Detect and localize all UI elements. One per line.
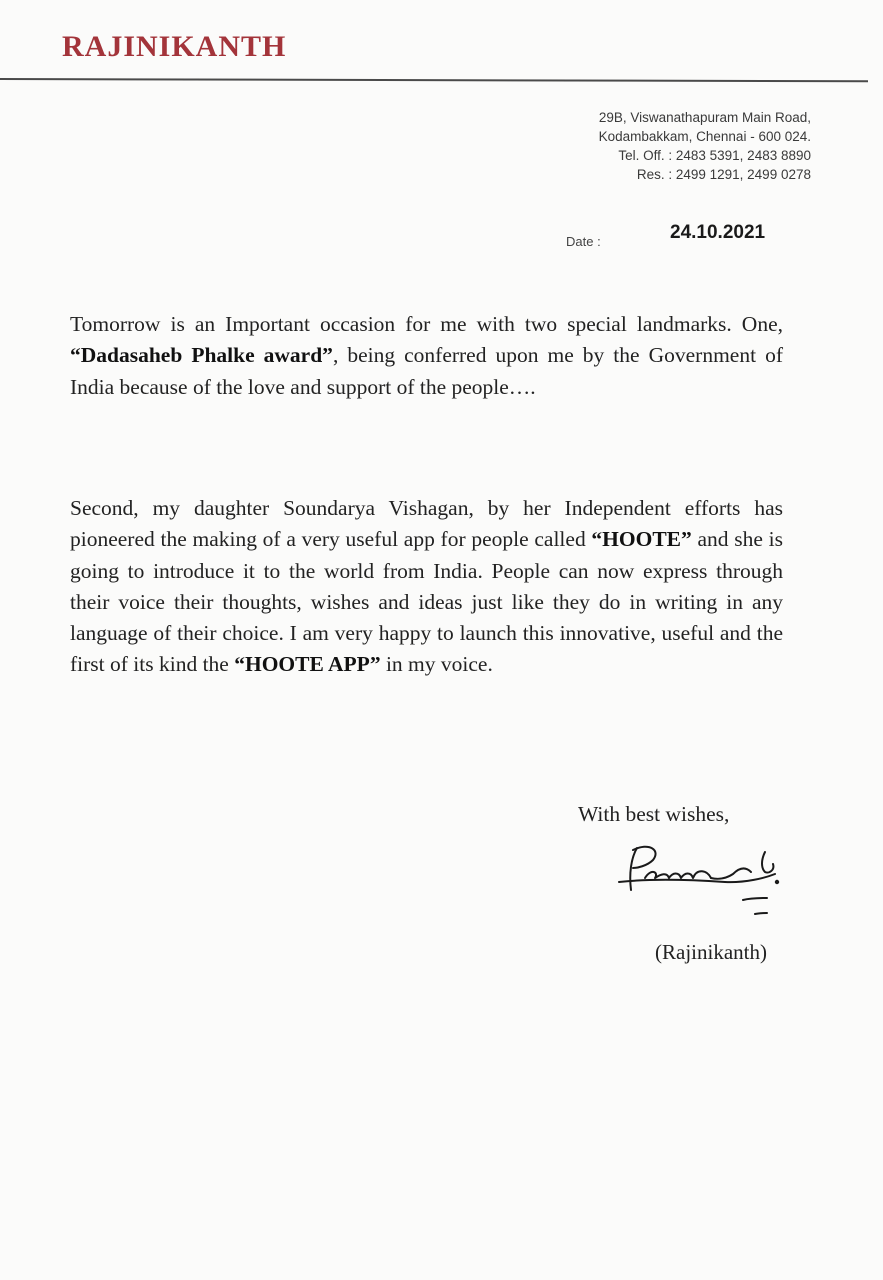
paragraph-1 [70, 309, 783, 403]
signatory-name: (Rajinikanth) [655, 940, 767, 964]
paragraph-2-text-a: Second, my daughter Soundarya Vishagan, by her Independent efforts has pioneered the making of a very useful app for people called [70, 496, 783, 552]
paragraph-1-text-b: , being conferred upon me by the Government of India because of the love and support of the people…. [70, 343, 783, 399]
paragraph-2-text-c: in my voice. [380, 652, 493, 677]
award-name: “Dadasaheb Phalke award” [70, 343, 333, 368]
header-divider [0, 78, 868, 82]
app-name: “HOOTE” [591, 527, 692, 552]
app-name-full: “HOOTE APP” [234, 652, 381, 677]
paragraph-2 [70, 493, 783, 681]
office-phone: Tel. Off. : 2483 5391, 2483 8890 [618, 148, 811, 163]
closing-salutation: With best wishes, [578, 802, 730, 826]
date-value: 24.10.2021 [670, 222, 766, 243]
residence-phone: Res. : 2499 1291, 2499 0278 [636, 167, 811, 182]
paragraph-1-text-a: Tomorrow is an Important occasion for me with two special landmarks. One, [70, 312, 783, 336]
date-label: Date : [566, 234, 601, 249]
address-line-1: 29B, Viswanathapuram Main Road, [598, 110, 811, 125]
letterhead-address [599, 108, 811, 184]
letterhead-name: RAJINIKANTH [62, 30, 287, 63]
paragraph-2-text-b: and she is going to introduce it to the world from India. People can now express through their voice their thoughts, wishes and ideas just like they do in writing in any language of their choice. I am very happy to launch this innovative, useful and the first of its kind the [70, 527, 783, 677]
address-line-2: Kodambakkam, Chennai - 600 024. [598, 129, 811, 144]
signature-icon [615, 838, 790, 923]
